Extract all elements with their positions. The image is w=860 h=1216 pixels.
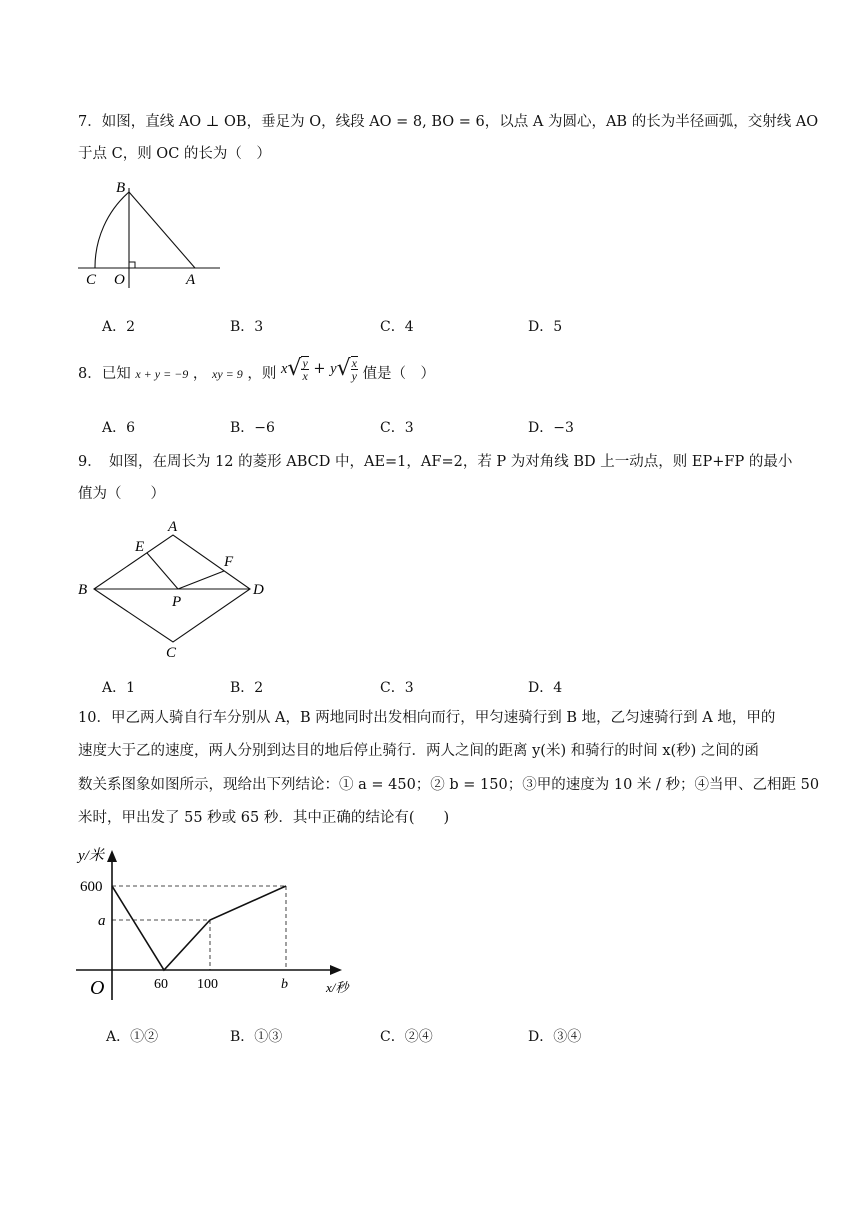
q8-cond1: x + y = −9 xyxy=(135,367,189,381)
q10-x100-label: 100 xyxy=(197,977,218,992)
q7-label-o: O xyxy=(114,272,125,288)
q10-option-d[interactable]: D．③④ xyxy=(528,1029,582,1045)
q7-label-a: A xyxy=(186,272,196,288)
q10-option-b[interactable]: B．①③ xyxy=(230,1029,283,1045)
q9-line1: 9． 如图，在周长为 12 的菱形 ABCD 中，AE=1，AF=2，若 P 为对角线 BD 上一动点，则 EP+FP 的最小 xyxy=(78,454,793,470)
q9-label-e: E xyxy=(135,539,145,555)
q8-option-b[interactable]: B．−6 xyxy=(230,420,275,436)
q10-ya-label: a xyxy=(98,913,106,929)
q9-label-f: F xyxy=(224,554,234,570)
q10-xlabel: x/秒 xyxy=(326,980,349,995)
q8-option-a[interactable]: A．6 xyxy=(102,420,136,436)
q7-label-c: C xyxy=(86,272,97,288)
q8-option-c[interactable]: C．3 xyxy=(380,420,414,436)
q10-x60-label: 60 xyxy=(154,977,168,992)
q10-option-a[interactable]: A．①② xyxy=(106,1029,159,1045)
q9-label-d: D xyxy=(253,582,264,598)
q7-label-b: B xyxy=(116,180,126,196)
q9-line2: 值为（ ） xyxy=(78,486,165,502)
q9-figure xyxy=(78,516,278,662)
q7-line1: 7．如图，直线 AO ⊥ OB，垂足为 O，线段 AO = 8, BO = 6，以点 A 为圆心，AB 的长为半径画弧，交射线 AO xyxy=(78,114,819,130)
q9-option-d[interactable]: D．4 xyxy=(528,680,563,696)
q8-cond2: xy = 9 xyxy=(212,367,243,381)
q7-figure xyxy=(78,178,228,290)
q10-line4: 米时，甲出发了 55 秒或 65 秒．其中正确的结论有( ) xyxy=(78,810,450,826)
q10-graph xyxy=(76,842,366,1002)
q10-y600-label: 600 xyxy=(80,879,103,895)
q10-xb-label: b xyxy=(281,977,288,992)
q9-label-p: P xyxy=(172,594,182,610)
q8-option-d[interactable]: D．−3 xyxy=(528,420,574,436)
q7-option-d[interactable]: D．5 xyxy=(528,319,563,335)
q7-option-b[interactable]: B．3 xyxy=(230,319,264,335)
q8-mid: ，则 xyxy=(247,366,277,382)
q8-line: 8．已知 x + y = −9 ， xy = 9 ，则 x√ $\frac{y}{x}$ + y√ $\frac{x}{y}$ 值是（ ） xyxy=(78,356,436,383)
q9-label-a: A xyxy=(168,519,178,535)
q8-suffix: 值是（ ） xyxy=(362,366,436,382)
q10-line3: 数关系图象如图所示，现给出下列结论：① a = 450；② b = 150；③甲的速度为 10 米 / 秒；④当甲、乙相距 50 xyxy=(78,777,820,793)
q10-origin-label: O xyxy=(90,977,105,999)
q10-line2: 速度大于乙的速度，两人分别到达目的地后停止骑行．两人之间的距离 y(米) 和骑行的时间 x(秒) 之间的函 xyxy=(78,743,759,759)
q7-option-c[interactable]: C．4 xyxy=(380,319,414,335)
q10-line1: 10．甲乙两人骑自行车分别从 A，B 两地同时出发相向而行，甲匀速骑行到 B 地，乙匀速骑行到 A 地，甲的 xyxy=(78,710,776,726)
q9-option-b[interactable]: B．2 xyxy=(230,680,264,696)
q7-line2: 于点 C，则 OC 的长为（ ） xyxy=(78,146,271,162)
q8-expression: x√ $\frac{y}{x}$ + y√ $\frac{x}{y}$ xyxy=(280,356,357,383)
q10-option-c[interactable]: C．②④ xyxy=(380,1029,433,1045)
q9-option-a[interactable]: A．1 xyxy=(102,680,136,696)
q10-ylabel: y/米 xyxy=(78,848,104,864)
q8-prefix: 8．已知 xyxy=(78,366,131,382)
q9-label-b: B xyxy=(78,582,88,598)
q9-label-c: C xyxy=(166,645,177,661)
q7-option-a[interactable]: A．2 xyxy=(102,319,136,335)
q9-option-c[interactable]: C．3 xyxy=(380,680,414,696)
